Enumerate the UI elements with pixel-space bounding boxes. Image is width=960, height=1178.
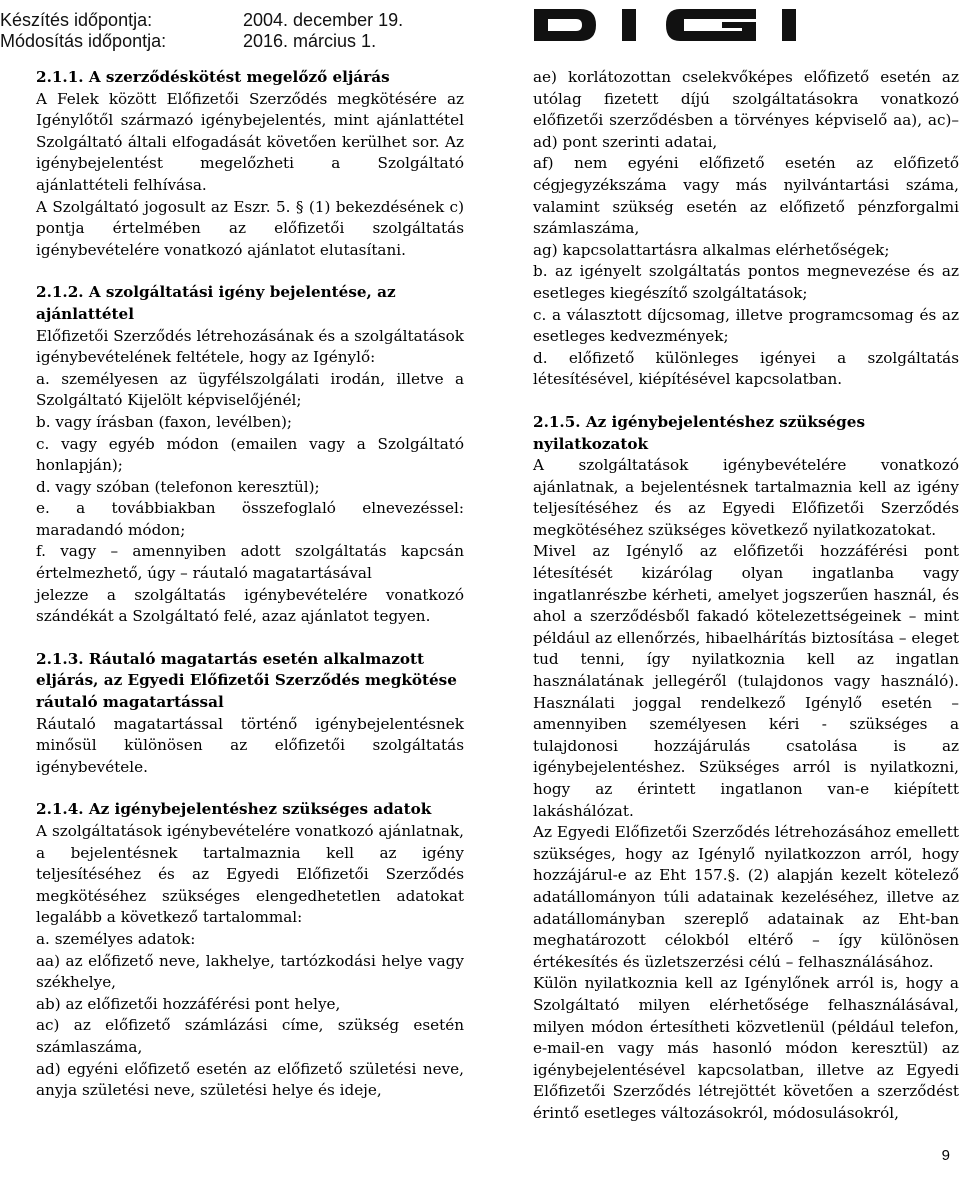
- section-heading: 2.1.3. Ráutaló magatartás esetén alkalmazott eljárás, az Egyedi Előfizetői Szerződés megkötése ráutaló magatartással: [36, 649, 457, 712]
- paragraph: b. vagy írásban (faxon, levélben);: [36, 412, 293, 431]
- modified-row: [0, 31, 403, 52]
- paragraph: d. előfizető különleges igényei a szolgáltatás létesítésével, kiépítésével kapcsolatban.: [533, 348, 959, 389]
- digi-logo: [532, 6, 846, 44]
- paragraph: af) nem egyéni előfizető esetén az előfizető cégjegyzékszáma vagy más nyilvántartási száma, valamint szükség esetén az előfizető pénzforgalmi számlaszáma,: [533, 154, 959, 238]
- section-heading: 2.1.4. Az igénybejelentéshez szükséges adatok: [36, 800, 432, 819]
- document-dates: [0, 10, 403, 52]
- paragraph-gap: [36, 628, 464, 649]
- page-number: 9: [941, 1147, 950, 1164]
- right-column: [533, 67, 959, 1125]
- created-row: [0, 10, 403, 31]
- section-heading: 2.1.1. A szerződéskötést megelőző eljárás: [36, 68, 390, 86]
- paragraph: b. az igényelt szolgáltatás pontos megnevezése és az esetleges kiegészítő szolgáltatások;: [533, 262, 959, 302]
- modified-value: 2016. március 1.: [243, 31, 377, 51]
- paragraph: c. a választott díjcsomag, illetve programcsomag és az esetleges kedvezmények;: [533, 305, 959, 346]
- paragraph: d. vagy szóban (telefonon keresztül);: [36, 477, 320, 496]
- paragraph: ag) kapcsolattartásra alkalmas elérhetőségek;: [533, 240, 890, 259]
- paragraph: ac) az előfizető számlázási címe, szükség esetén számlaszáma,: [36, 1016, 464, 1056]
- paragraph: ab) az előfizetői hozzáférési pont helye,: [36, 994, 341, 1013]
- paragraph: a. személyes adatok:: [36, 929, 196, 948]
- page-header: [0, 6, 960, 52]
- paragraph: Előfizetői Szerződés létrehozásának és a szolgáltatások igénybevételének feltétele, hogy az Igénylő:: [36, 326, 464, 367]
- section-heading: 2.1.2. A szolgáltatási igény bejelentése, az ajánlattétel: [36, 283, 396, 323]
- paragraph-gap: [533, 391, 959, 412]
- paragraph: A szolgáltatások igénybevételére vonatkozó ajánlatnak, a bejelentésnek tartalmaznia kell az igény teljesítéséhez és az Egyedi Előfizetői Szerződés megkötéséhez szükséges elengedhetetlen adatokat legalább a következő tartalommal:: [36, 822, 464, 927]
- paragraph: A Szolgáltató jogosult az Eszr. 5. § (1) bekezdésének c) pontja értelmében az előfizetői szolgáltatás igénybevételére vonatkozó ajánlatot elutasítani.: [36, 197, 464, 259]
- modified-label: Módosítás időpontja:: [0, 31, 167, 51]
- created-value: 2004. december 19.: [243, 10, 404, 30]
- paragraph: Az Egyedi Előfizetői Szerződés létrehozásához emellett szükséges, hogy az Igénylő nyilatkozzon arról, hogy hozzájárul-e az Eht 157.§. (2) alapján kezelt kötelező adatállományon túli adatainak kezeléséhez, illetve az adatállományban szereplő adatainak az Eht-ban meghatározott célokból eltérő – így különösen értékesítés és üzletszerzési célú – felhasználásához.: [533, 823, 959, 971]
- paragraph: Külön nyilatkoznia kell az Igénylőnek arról is, hogy a Szolgáltató milyen elérhetősége felhasználásával, milyen módon értesítheti közvetlenül (például telefon, e-mail-en vagy más hasonló módon keresztül) az igénybejelentésével kapcsolatban, illetve az Egyedi Előfizetői Szerződés létrejöttét követően a szerződést érintő esetleges változásokról, módosulásokról,: [533, 974, 959, 1122]
- paragraph: jelezze a szolgáltatás igénybevételére vonatkozó szándékát a Szolgáltató felé, azaz ajánlatot tegyen.: [36, 585, 464, 626]
- left-column: [36, 67, 464, 1102]
- paragraph: a. személyesen az ügyfélszolgálati irodán, illetve a Szolgáltató Kijelölt képviselőjénél;: [36, 369, 464, 410]
- paragraph: e. a továbbiakban összefoglaló elnevezéssel: maradandó módon;: [36, 499, 464, 539]
- paragraph: A szolgáltatások igénybevételére vonatkozó ajánlatnak, a bejelentésnek tartalmaznia kell az igény teljesítéséhez és az Egyedi Előfizetői Szerződés megkötéséhez szükséges következő nyilatkozatokat.: [533, 456, 959, 539]
- paragraph: Mivel az Igénylő az előfizetői hozzáférési pont létesítését kizárólag olyan ingatlanba vagy ingatlanrészbe kérheti, amelyet jogszerűen használ, és ahol a szerződésből fakadó kötelezettségeinek – mint például az ellenőrzés, hibaelhárítás biztosítása – eleget tud tenni, így nyilatkoznia kell az ingatlan használatának jellegéről (tulajdonos vagy használó). Használati joggal rendelkező Igénylő esetén – amennyiben személyesen kéri - szükséges a tulajdonosi hozzájárulás csatolása is az igénybejelentéshez. Szükséges arról is nyilatkozni, hogy az érintett ingatlanon van-e kiépített lakáshálózat.: [533, 542, 959, 820]
- section-heading: 2.1.5. Az igénybejelentéshez szükséges nyilatkozatok: [533, 412, 866, 453]
- paragraph-gap: [36, 261, 464, 282]
- paragraph: A Felek között Előfizetői Szerződés megkötésére az Igénylőtől származó igénybejelentés, mint ajánlattétel Szolgáltató általi elfogadását követően kerülhet sor. Az igénybejelentést megelőzheti a Szolgáltató ajánlattételi felhívása.: [36, 89, 464, 194]
- created-label: Készítés időpontja:: [0, 10, 153, 30]
- paragraph: aa) az előfizető neve, lakhelye, tartózkodási helye vagy székhelye,: [36, 951, 464, 992]
- paragraph: ad) egyéni előfizető esetén az előfizető születési neve, anyja születési neve, születési helye és ideje,: [36, 1059, 464, 1100]
- paragraph: c. vagy egyéb módon (emailen vagy a Szolgáltató honlapján);: [36, 434, 464, 475]
- paragraph: ae) korlátozottan cselekvőképes előfizető esetén az utólag fizetett díjú szolgáltatásokra vonatkozó előfizetői szerződésben a törvényes képviselő aa), ac)–ad) pont szerinti adatai,: [533, 68, 959, 151]
- paragraph-gap: [36, 778, 464, 799]
- paragraph: f. vagy – amennyiben adott szolgáltatás kapcsán értelmezhető, úgy – ráutaló magatartásával: [36, 542, 464, 583]
- paragraph: Ráutaló magatartással történő igénybejelentésnek minősül különösen az előfizetői szolgáltatás igénybevétele.: [36, 714, 464, 776]
